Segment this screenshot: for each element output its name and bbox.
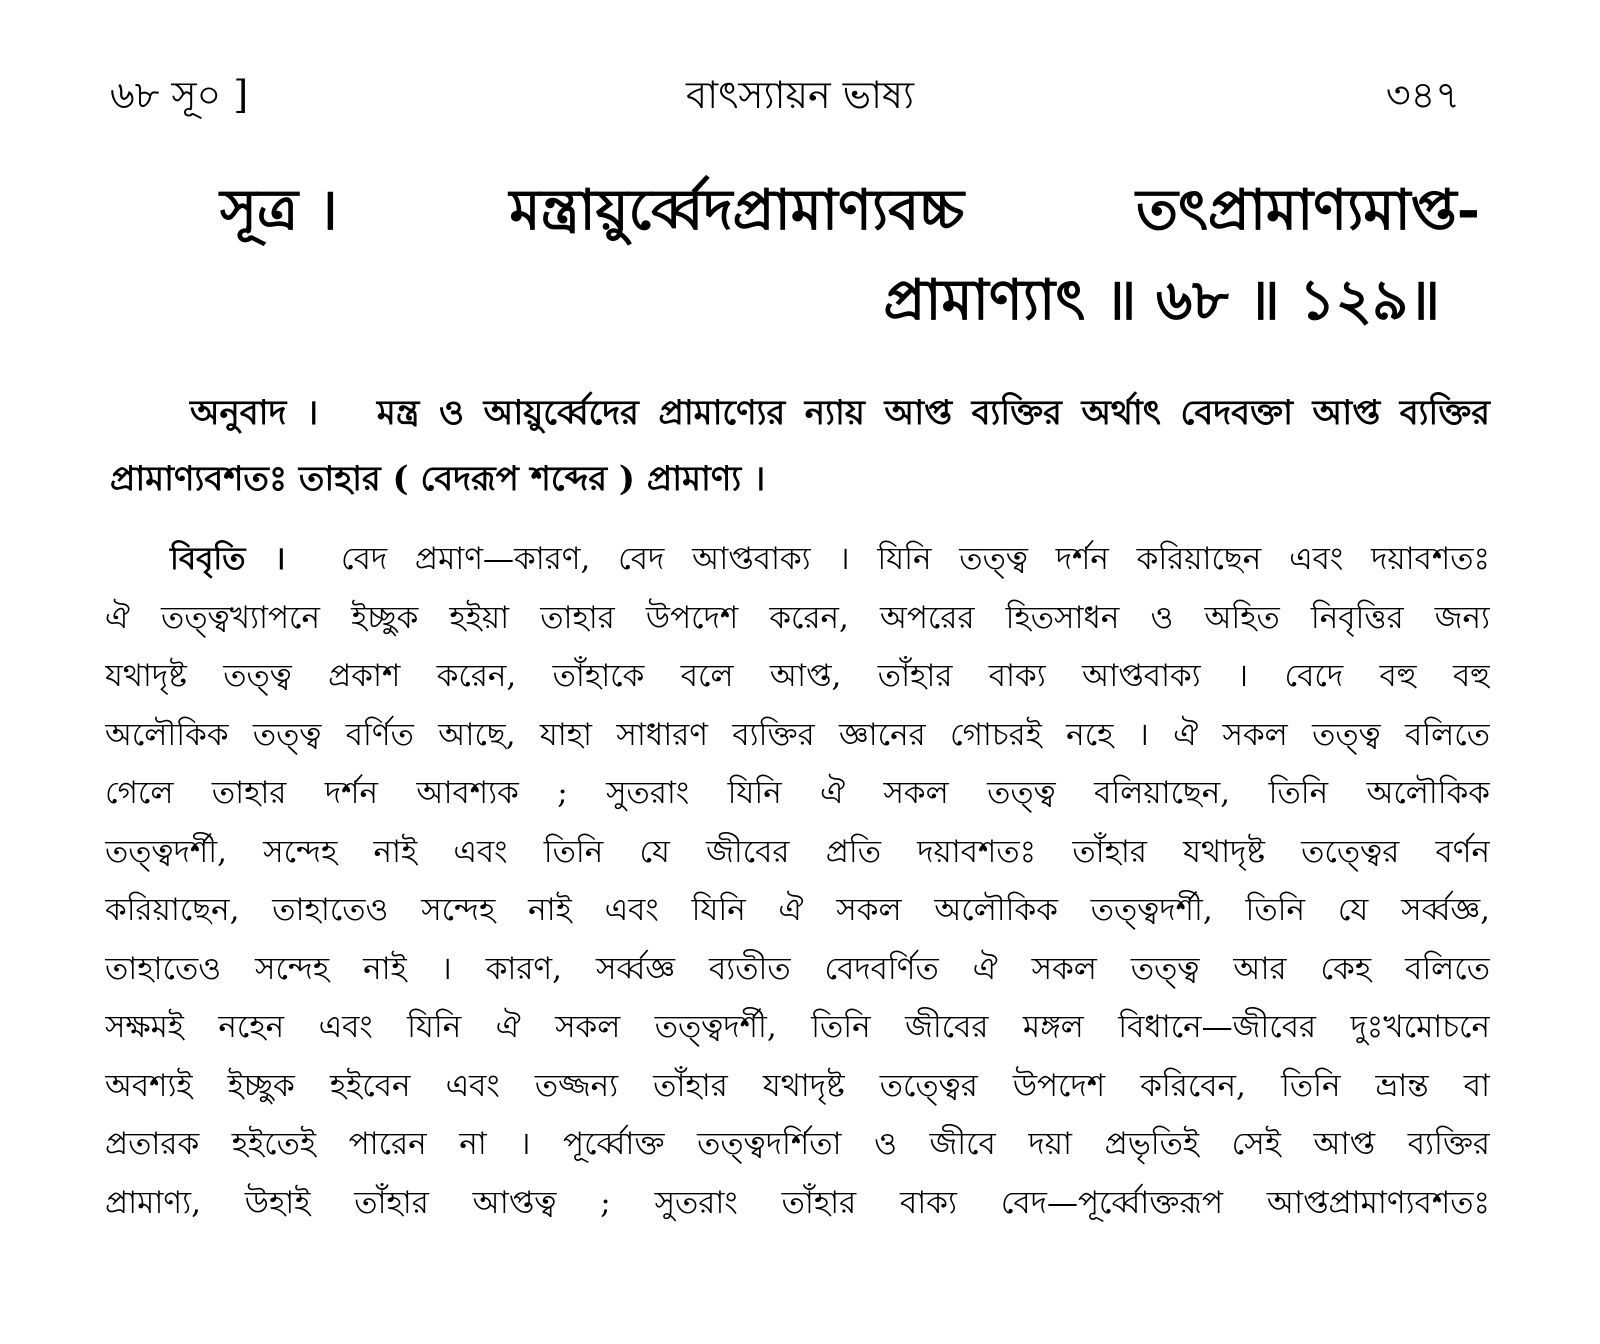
commentary-label: বিবৃতি । — [170, 541, 286, 577]
section-reference: ৬৮ সূ০ ] — [110, 73, 249, 117]
running-header — [0, 70, 1600, 120]
commentary-line: যথাদৃষ্ট তত্ত্ব প্রকাশ করেন, তাঁহাকে বলে আপ্ত, তাঁহার বাক্য আপ্তবাক্য । বেদে বহু বহু — [105, 658, 1490, 694]
sutra-line-2: প্রামাণ্যাৎ ॥ ৬৮ ॥ ১২৯॥ — [883, 267, 1440, 333]
commentary-line: ঐ তত্ত্বখ্যাপনে ইচ্ছুক হইয়া তাহার উপদেশ করেন, অপরের হিতসাধন ও অহিত নিবৃত্তির জন্য — [105, 599, 1490, 636]
sutra-label: সূত্র । — [220, 177, 338, 243]
commentary-line-text: বেদ প্রমাণ—কারণ, বেদ আপ্তবাক্য । যিনি তত্ত্ব দর্শন করিয়াছেন এবং দয়াবশতঃ — [341, 541, 1490, 577]
commentary-line: প্রামাণ্য, উহাই তাঁহার আপ্তত্ব ; সুতরাং তাঁহার বাক্য বেদ—পূর্ব্বোক্তরূপ আপ্তপ্রামাণ্যবশতঃ — [105, 1184, 1490, 1221]
commentary-line: অলৌকিক তত্ত্ব বর্ণিত আছে, যাহা সাধারণ ব্যক্তির জ্ঞানের গোচরই নহে । ঐ সকল তত্ত্ব বলিতে — [105, 716, 1490, 753]
sutra-text-part-1: মন্ত্রায়ুর্ব্বেদপ্রামাণ্যবচ্চ — [509, 177, 965, 243]
commentary-line: প্রতারক হইতেই পারেন না । পূর্ব্বোক্ত তত্ত্বদর্শিতা ও জীবে দয়া প্রভৃতিই সেই আপ্ত ব্যক্তির — [105, 1126, 1490, 1162]
translation-paragraph — [110, 380, 1490, 512]
commentary-line — [105, 530, 1490, 589]
commentary-line: তাহাতেও সন্দেহ নাই । কারণ, সর্ব্বজ্ঞ ব্যতীত বেদবর্ণিত ঐ সকল তত্ত্ব আর কেহ বলিতে — [105, 950, 1490, 987]
commentary-line: করিয়াছেন, তাহাতেও সন্দেহ নাই এবং যিনি ঐ সকল অলৌকিক তত্ত্বদর্শী, তিনি যে সর্ব্বজ্ঞ, — [105, 892, 1490, 928]
running-title: বাৎস্যায়ন ভাষ্য — [685, 73, 915, 117]
sutra-block — [220, 165, 1480, 345]
sutra-text-part-2: তৎপ্রামাণ্যমাপ্ত- — [1135, 177, 1480, 243]
page-number: ৩৪৭ — [1385, 73, 1460, 117]
commentary-line: অবশ্যই ইচ্ছুক হইবেন এবং তজ্জন্য তাঁহার যথাদৃষ্ট তত্ত্বের উপদেশ করিবেন, তিনি ভ্রান্ত বা — [105, 1067, 1490, 1104]
commentary-line: তত্ত্বদর্শী, সন্দেহ নাই এবং তিনি যে জীবের প্রতি দয়াবশতঃ তাঁহার যথাদৃষ্ট তত্ত্বের বর্ণন — [105, 833, 1490, 870]
commentary-paragraph — [105, 530, 1490, 1232]
commentary-line: গেলে তাহার দর্শন আবশ্যক ; সুতরাং যিনি ঐ সকল তত্ত্ব বলিয়াছেন, তিনি অলৌকিক — [105, 775, 1490, 811]
sutra-line-1 — [220, 165, 1480, 255]
translation-text: মন্ত্র ও আয়ুর্ব্বেদের প্রামাণ্যের ন্যায় আপ্ত ব্যক্তির অর্থাৎ বেদবক্তা আপ্ত ব্যক্তির প্রামাণ্যবশতঃ তাহার ( বেদরূপ শব্দের ) প্রামাণ্য । — [110, 393, 1490, 499]
commentary-line: সক্ষমই নহেন এবং যিনি ঐ সকল তত্ত্বদর্শী, তিনি জীবের মঙ্গল বিধানে—জীবের দুঃখমোচনে — [105, 1009, 1490, 1045]
translation-label: অনুবাদ । — [190, 393, 319, 433]
